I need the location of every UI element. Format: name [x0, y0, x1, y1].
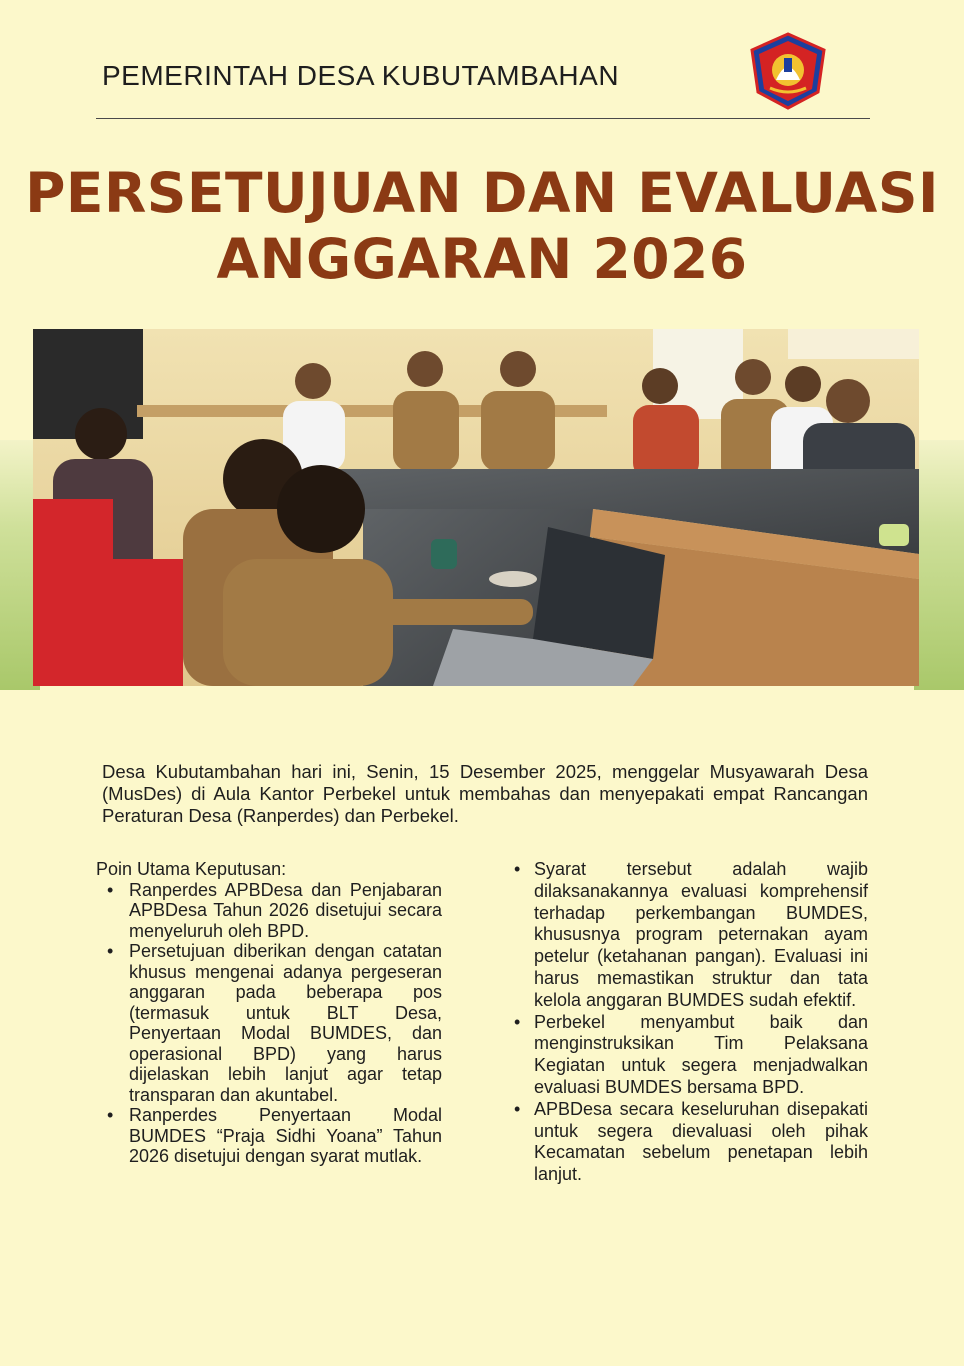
decisions-right-column — [512, 859, 868, 1186]
meeting-photo — [33, 329, 919, 686]
list-item: • APBDesa secara keseluruhan disepakati untuk segera dievaluasi oleh pihak Kecamatan sebelum penetapan lebih lanjut. — [512, 1099, 868, 1186]
grass-decoration-right — [914, 440, 964, 690]
list-item: • Perbekel menyambut baik dan menginstruksikan Tim Pelaksana Kegiatan untuk segera menjadwalkan evaluasi BUMDES bersama BPD. — [512, 1012, 868, 1099]
organization-name: PEMERINTAH DESA KUBUTAMBAHAN — [102, 60, 620, 91]
decisions-list-left — [96, 880, 442, 1167]
page-title-line-1: PERSETUJUAN DAN EVALUASI — [25, 161, 939, 225]
decisions-heading: Poin Utama Keputusan: — [96, 859, 287, 879]
list-item: • Ranperdes Penyertaan Modal BUMDES “Praja Sidhi Yoana” Tahun 2026 disetujui dengan syarat mutlak. — [96, 1105, 442, 1167]
page-title-line-2: ANGGARAN 2026 — [216, 227, 748, 291]
decisions-left-column — [96, 859, 442, 1167]
header-divider — [96, 118, 870, 119]
list-item: • Persetujuan diberikan dengan catatan khusus mengenai adanya pergeseran anggaran pada beberapa pos (termasuk untuk BLT Desa, Penyertaan Modal BUMDES, dan operasional BPD) yang harus dijelaskan lebih lanjut agar tetap transparan dan akuntabel. — [96, 941, 442, 1105]
decisions-list-right — [512, 859, 868, 1186]
list-item: • Ranperdes APBDesa dan Penjabaran APBDesa Tahun 2026 disetujui secara menyeluruh oleh BPD. — [96, 880, 442, 942]
list-item: • Syarat tersebut adalah wajib dilaksanakannya evaluasi komprehensif terhadap perkembangan BUMDES, khususnya program peternakan ayam petelur (ketahanan pangan). Evaluasi ini harus memastikan struktur dan tata kelola anggaran BUMDES sudah efektif. — [512, 859, 868, 1012]
intro-paragraph: Desa Kubutambahan hari ini, Senin, 15 Desember 2025, menggelar Musyawarah Desa (MusDes) di Aula Kantor Perbekel untuk membahas dan menyepakati empat Rancangan Peraturan Desa (Ranperdes) dan Perbekel. — [102, 761, 868, 826]
page-title — [0, 160, 964, 292]
village-emblem-icon — [748, 32, 828, 110]
